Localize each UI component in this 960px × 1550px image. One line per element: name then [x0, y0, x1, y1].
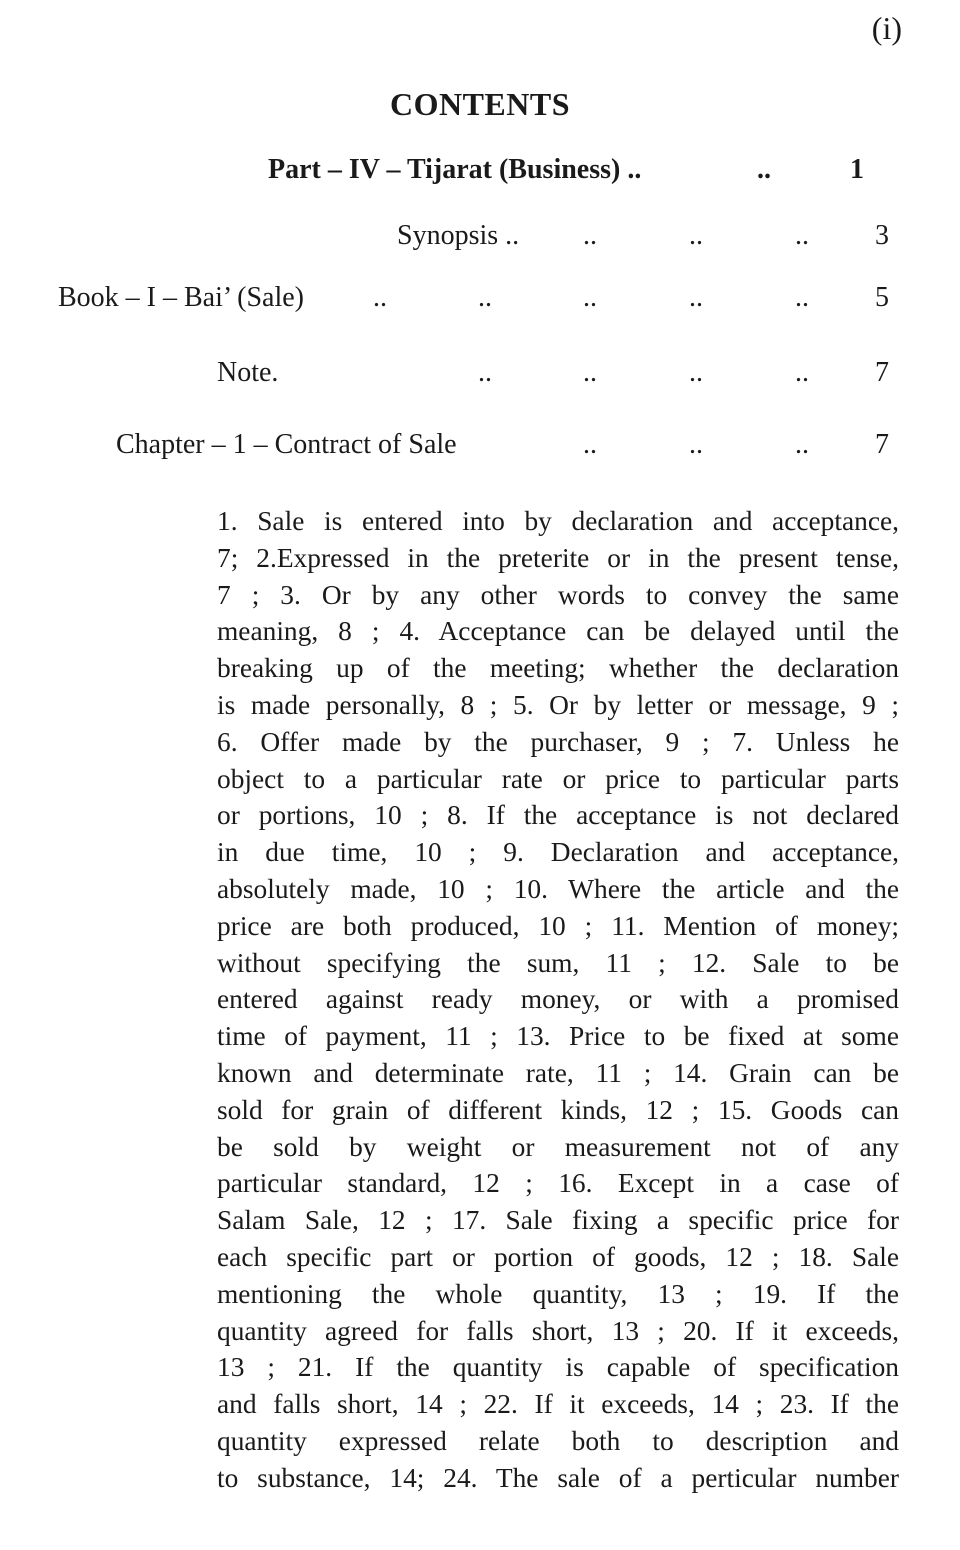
synopsis-line: meaning, 8 ; 4. Acceptance can be delayed until the: [217, 616, 899, 647]
synopsis-line: or portions, 10 ; 8. If the acceptance is not declared: [217, 800, 899, 831]
toc-entry-page: 7: [875, 357, 889, 388]
synopsis-line: be sold by weight or measurement not of any: [217, 1131, 899, 1162]
synopsis-line: 1. Sale is entered into by declaration and acceptance,: [217, 506, 899, 536]
toc-leader: ..: [583, 357, 597, 388]
toc-entry-label: Synopsis ..: [397, 220, 520, 251]
synopsis-line: 13 ; 21. If the quantity is capable of specification: [217, 1352, 899, 1383]
synopsis-line: breaking up of the meeting; whether the declaration: [217, 653, 899, 684]
toc-leader: ..: [795, 357, 809, 388]
chapter-synopsis: [217, 503, 899, 1497]
synopsis-line: quantity agreed for falls short, 13 ; 20. If it exceeds,: [217, 1315, 899, 1346]
toc-entry-label: Book – I – Bai’ (Sale): [58, 282, 304, 313]
toc-entry-note: [0, 357, 960, 393]
toc-entry-page: 7: [875, 429, 889, 460]
synopsis-line: without specifying the sum, 11 ; 12. Sale to be: [217, 947, 899, 978]
synopsis-line: object to a particular rate or price to particular parts: [217, 763, 899, 794]
synopsis-line: 7; 2.Expressed in the preterite or in the present tense,: [217, 542, 899, 573]
toc-leader: ..: [373, 282, 387, 313]
synopsis-line: particular standard, 12 ; 16. Except in a case of: [217, 1168, 899, 1199]
toc-entry-label: Chapter – 1 – Contract of Sale: [116, 429, 457, 460]
toc-entry-label: Part – IV – Tijarat (Business) ..: [268, 154, 642, 185]
toc-entry-book: [0, 282, 960, 318]
synopsis-line: quantity expressed relate both to description and: [217, 1425, 899, 1456]
toc-leader: ..: [478, 357, 492, 388]
synopsis-line: 6. Offer made by the purchaser, 9 ; 7. Unless he: [217, 726, 899, 757]
synopsis-line: in due time, 10 ; 9. Declaration and acceptance,: [217, 837, 899, 868]
toc-entry-page: 5: [875, 282, 889, 313]
toc-leader: ..: [757, 154, 771, 185]
synopsis-line: absolutely made, 10 ; 10. Where the article and the: [217, 873, 899, 904]
toc-leader: ..: [478, 282, 492, 313]
synopsis-line: sold for grain of different kinds, 12 ; 15. Goods can: [217, 1094, 899, 1125]
synopsis-line: and falls short, 14 ; 22. If it exceeds, 14 ; 23. If the: [217, 1389, 899, 1420]
synopsis-line: entered against ready money, or with a promised: [217, 984, 899, 1015]
synopsis-line: each specific part or portion of goods, 12 ; 18. Sale: [217, 1241, 899, 1272]
page-number: (i): [871, 10, 902, 46]
synopsis-line: time of payment, 11 ; 13. Price to be fixed at some: [217, 1021, 899, 1052]
toc-leader: ..: [689, 220, 703, 251]
toc-entry-page: 1: [850, 154, 864, 185]
toc-entry-part: [0, 154, 960, 190]
synopsis-line: 7 ; 3. Or by any other words to convey the same: [217, 579, 899, 610]
toc-leader: ..: [689, 282, 703, 313]
toc-leader: ..: [795, 429, 809, 460]
synopsis-line: price are both produced, 10 ; 11. Mention of money;: [217, 910, 899, 941]
synopsis-line: known and determinate rate, 11 ; 14. Grain can be: [217, 1057, 899, 1088]
page-title: CONTENTS: [389, 86, 571, 122]
toc-leader: ..: [795, 220, 809, 251]
toc-leader: ..: [795, 282, 809, 313]
toc-leader: ..: [689, 429, 703, 460]
synopsis-line: is made personally, 8 ; 5. Or by letter or message, 9 ;: [217, 689, 899, 720]
toc-entry-synopsis: [0, 220, 960, 256]
toc-entry-label: Note.: [217, 357, 279, 388]
toc-entry-chapter: [0, 429, 960, 465]
toc-leader: ..: [583, 282, 597, 313]
toc-entry-page: 3: [875, 220, 889, 251]
synopsis-line: Salam Sale, 12 ; 17. Sale fixing a specific price for: [217, 1205, 899, 1236]
synopsis-line: to substance, 14; 24. The sale of a perticular number: [217, 1462, 899, 1493]
toc-leader: ..: [583, 429, 597, 460]
synopsis-line: mentioning the whole quantity, 13 ; 19. If the: [217, 1278, 899, 1309]
toc-leader: ..: [583, 220, 597, 251]
toc-leader: ..: [689, 357, 703, 388]
